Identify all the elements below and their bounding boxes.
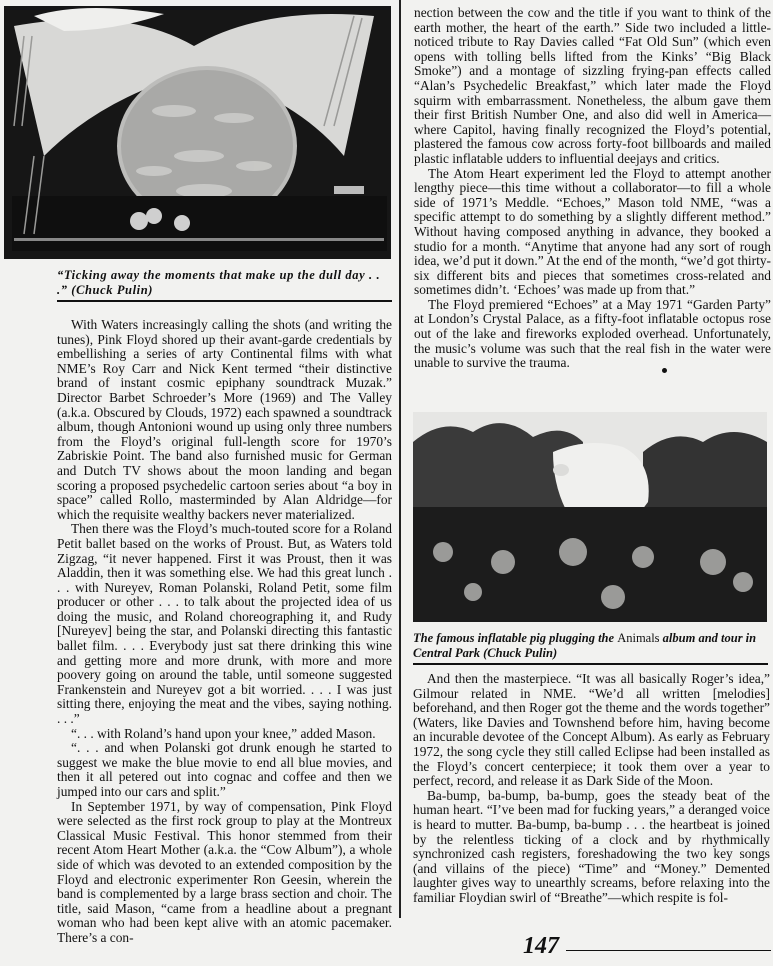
pig-photo <box>413 412 767 622</box>
paragraph: Then there was the Floyd’s much-touted score for a Roland Petit ballet based on the works of Proust. But, as Waters told Zigzag, “it never happened. First it was Proust, then it was Aladdin, then it was something else. We had this great lunch . . . with Nureyev, Roman Polanski, Roland Petit, some film producer or other . . . to talk about the projected idea of us doing the music, and Roland choreographing it, and Rudy [Nureyev] being the star, and Polanski directing this fantastic ballet film. . . . Everybody just sat there drinking this wine and getting more and more drunk, with more and more poovery going on around the table, until someone suggested Frankenstein and Nureyev got a bit worried. . . . I was just sitting there, enjoying the meat and the vibes, saying nothing. . . .” <box>57 521 392 727</box>
left-column-text <box>57 318 392 946</box>
paragraph: Ba-bump, ba-bump, ba-bump, goes the steady beat of the human heart. “I’ve been mad for fucking years,” a deranged voice is heard to mutter. Ba-bump, ba-bump . . . the heartbeat is joined by the relentless ticking of a clock and by rhythmically synchronized cash registers, foreshadowing the two key songs (and villains of the piece) “Time” and “Money.” Demented laughter gives way to unearthly screams, before relaxing into the familiar Floydian swirl of “Breathe”—which respite is fol- <box>413 787 770 905</box>
paragraph: With Waters increasingly calling the shots (and writing the tunes), Pink Floyd shored up their avant-garde credentials by embellishing a series of arty Continental films with what NME’s Roy Carr and Nick Kent termed “their distinctive brand of instant cosmic epiphany soundtrack Muzak.” Director Barbet Schroeder’s More (1969) and The Valley (a.k.a. Obscured by Clouds, 1972) each spawned a soundtrack album, though Antonioni wound up using only three numbers from the Floyd’s original full-length score for 1970’s Zabriskie Point. The band also furnished music for German and Dutch TV shows about the moon landing and began scoring a proposed psychedelic cartoon series about “a boy in space” called Rollo, masterminded by Alan Aldridge—for which the requisite wealthy backers never materialized. <box>57 317 392 522</box>
right-column-top-text <box>414 6 771 371</box>
print-speck <box>662 368 667 373</box>
paragraph: And then the masterpiece. “It was all basically Roger’s idea,” Gilmour related in NME. “We’d all written [melodies] beforehand, and then Roger got the theme and the words together” (Waters, like Davies and Townshend before him, having become an incurable devotee of the Concept Album). As early as February 1972, the song cycle they still called Eclipse had been installed as the Floyd’s concert centerpiece; it took them over a year to perfect, record, and release it as Dark Side of the Moon. <box>413 671 770 789</box>
stage-photo <box>4 6 391 259</box>
caption-rule <box>57 300 392 302</box>
stage-photo-caption: “Ticking away the moments that make up the dull day . . .” (Chuck Pulin) <box>57 268 381 297</box>
page-number-rule <box>566 950 771 951</box>
right-column-bottom-text <box>413 672 770 906</box>
paragraph: nection between the cow and the title if you want to think of the earth mother, the heart of the earth.” Side two included a little-noticed tribute to Ray Davies called “Fat Old Sun” (which even opens with tolling bells lifted from the Kinks’ “Big Black Smoke”) and a montage of sizzling frying-pan effects called “Alan’s Psychedelic Breakfast,” which later made the Floyd squirm with embarrassment. Nonetheless, the album gave them their first British Number One, and also did well in America—where Capitol, having finally recognized the Floyd’s potential, plastered the famous cow across forty-foot billboards and mailed plastic inflatable udders to influential deejays and critics. <box>414 5 771 166</box>
paragraph: In September 1971, by way of compensation, Pink Floyd were selected as the first rock group to play at the Montreux Classical Music Festival. This honor stemmed from their recent Atom Heart Mother (a.k.a. the “Cow Album”), a whole side of which was devoted to an extended composition by the Floyd and electronic experimenter Ron Geesin, wherein the band is complemented by a large brass section and choir. The title, said Mason, “came from a headline about a pregnant woman who had been kept alive with an atomic pacemaker. There’s a con- <box>57 798 392 945</box>
paragraph: The Floyd premiered “Echoes” at a May 1971 “Garden Party” at London’s Crystal Palace, as a fifty-foot inflatable octopus rose out of the lake and fireworks exploded overhead. Unfortunately, the music’s volume was such that the real fish in the water were unable to survive the trauma. <box>414 296 771 371</box>
album-title: Animals <box>617 631 660 645</box>
pig-photo-caption: The famous inflatable pig plugging the Animals album and tour in Central Park (Chuck Pulin) <box>413 631 757 660</box>
paragraph: “. . . with Roland’s hand upon your knee,” added Mason. <box>71 725 376 741</box>
paragraph: “. . . and when Polanski got drunk enough he started to suggest we make the blue movie to end all blue movies, and then it all petered out into cognac and coffee and then we jumped into our cars and split.” <box>57 740 392 799</box>
page-number: 147 <box>523 933 559 959</box>
paragraph: The Atom Heart experiment led the Floyd to attempt another lengthy piece—this time without a collaborator—to fill a whole side of 1971’s Meddle. “Echoes,” Mason told NME, “was a specific attempt to do something by a slightly different method.” Without having composed anything in advance, they booked a studio for a month. “Anytime that anyone had any sort of rough idea, we’d put it down.” At the end of the month, “we’d got thirty-six different bits and pieces that sometimes cross-related and sometimes didn’t. ‘Echoes’ was made up from that.” <box>414 165 771 298</box>
caption-rule <box>413 663 768 665</box>
column-divider <box>399 0 401 918</box>
